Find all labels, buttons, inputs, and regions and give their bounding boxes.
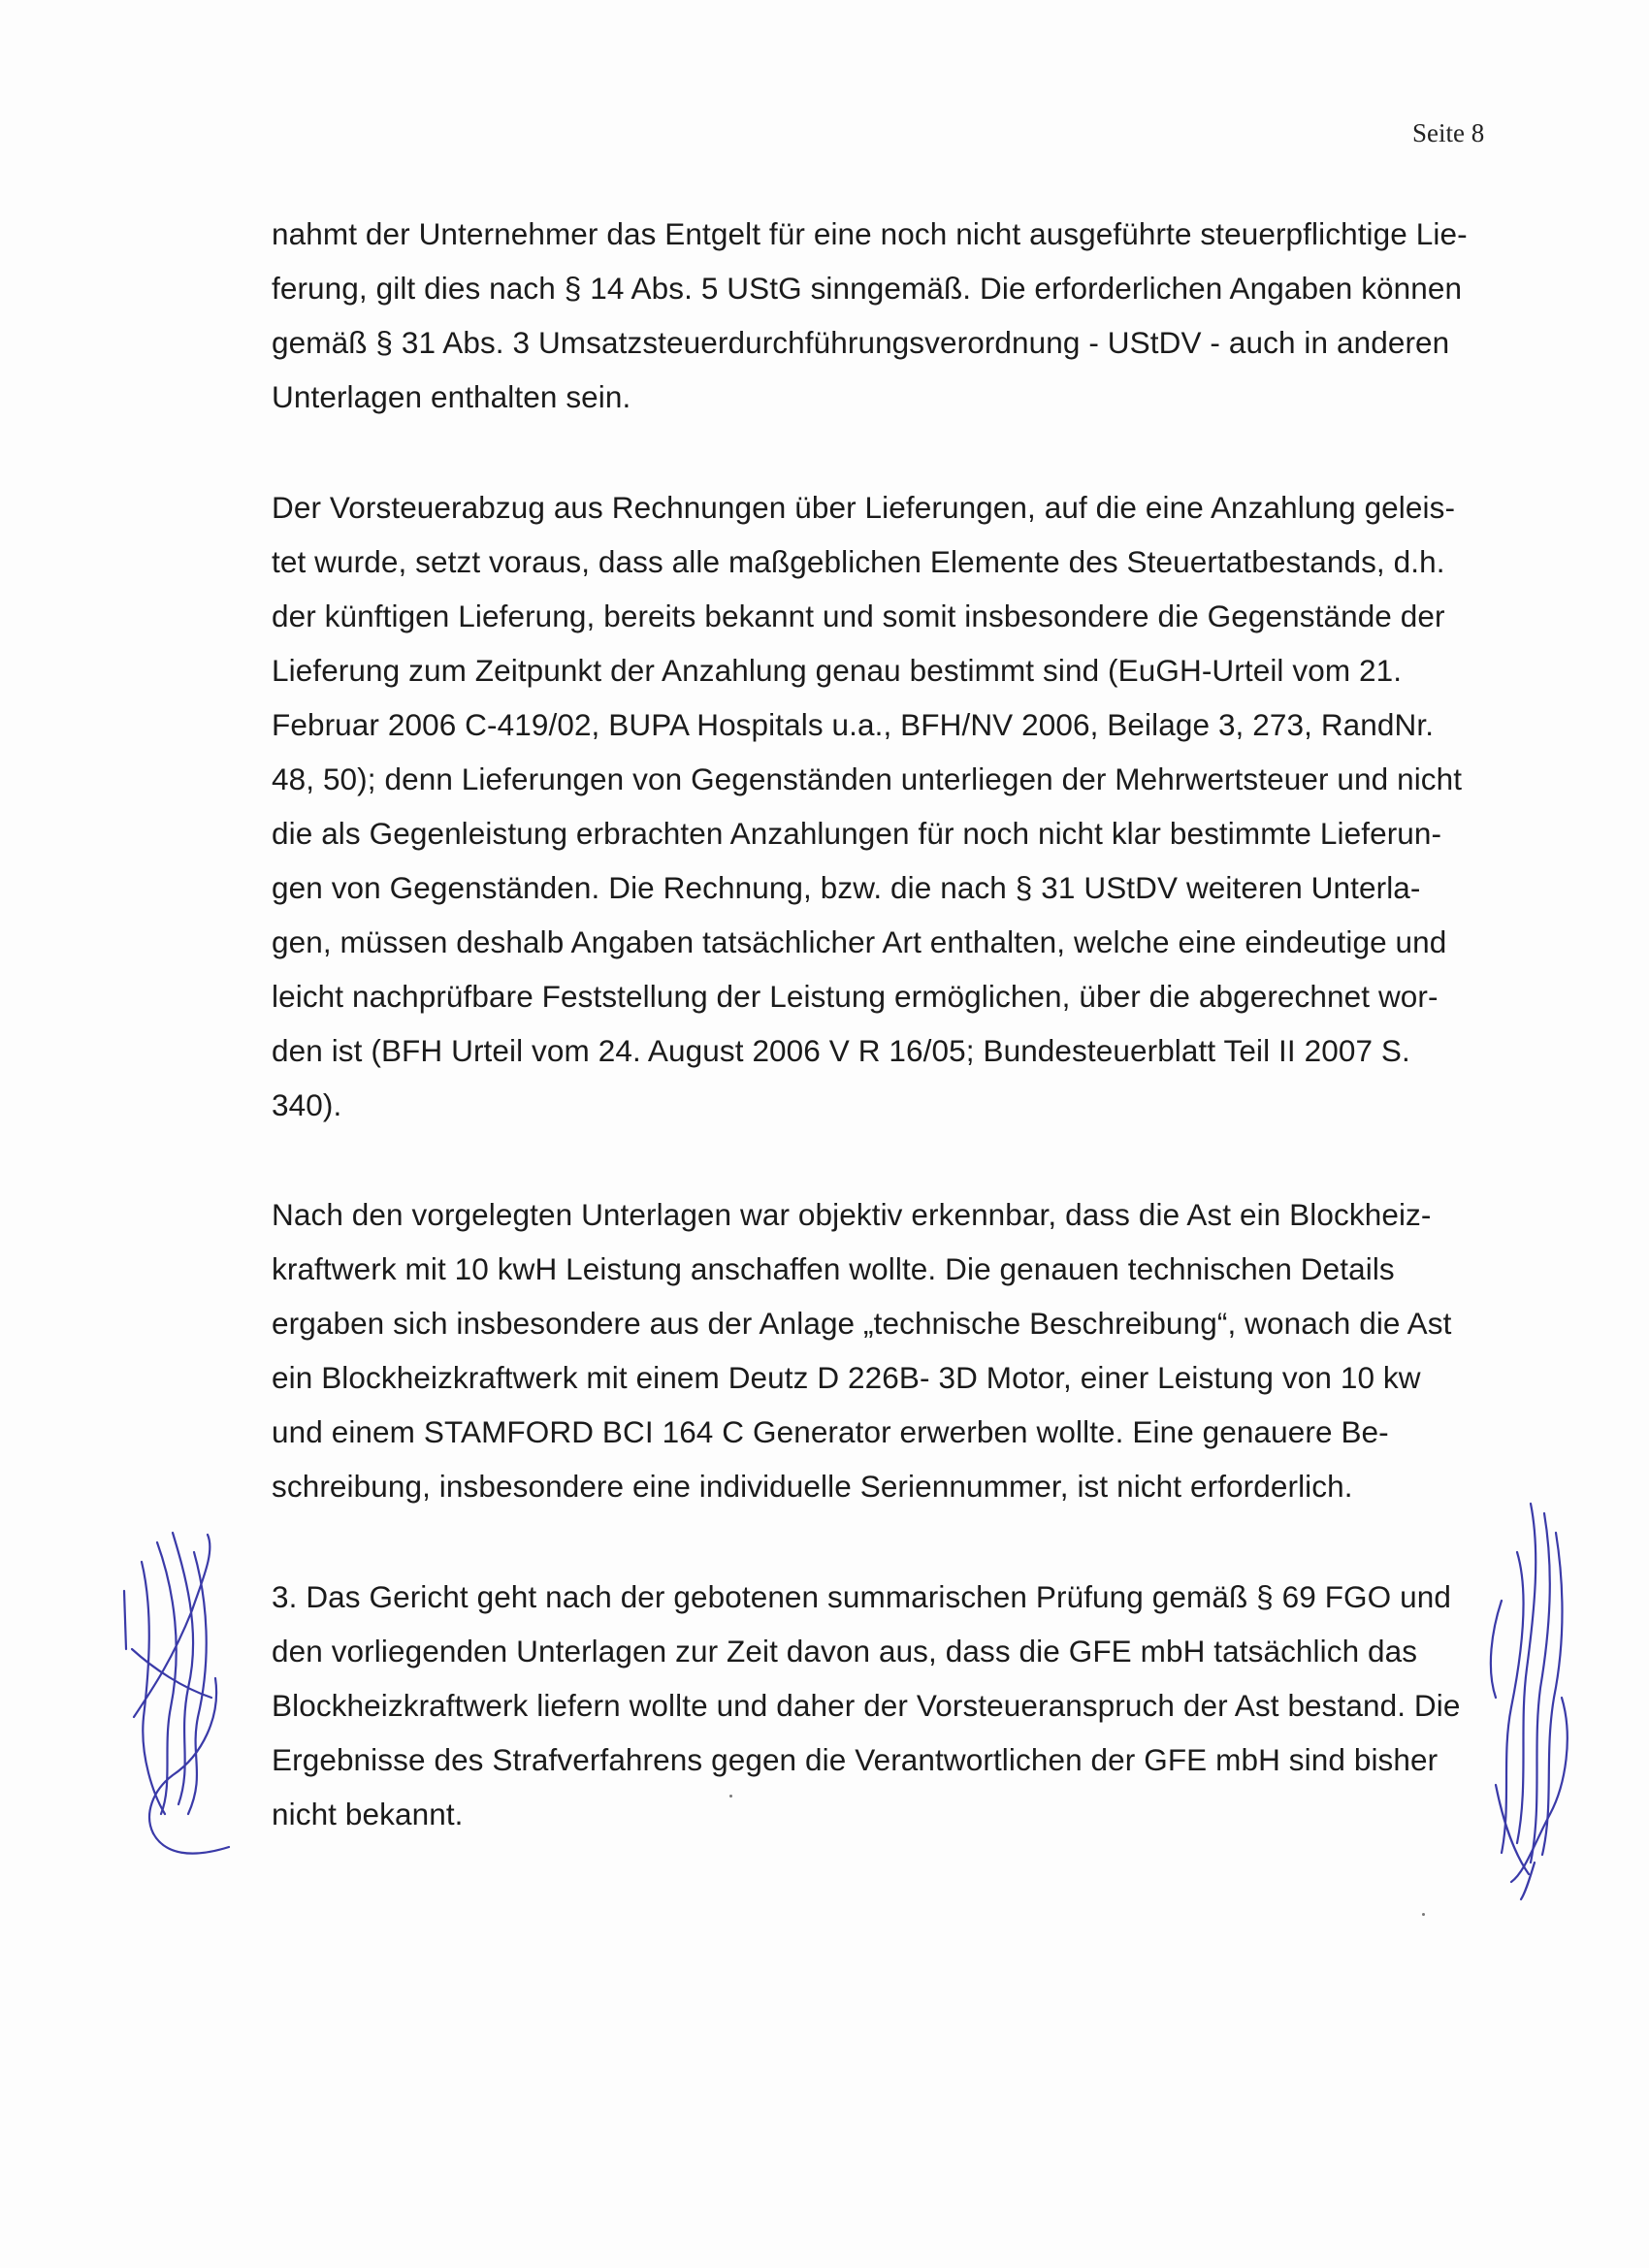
paragraph-2-line-9: gen, müssen deshalb Angaben tatsächlicher Art enthalten, welche eine eindeutige und [272, 924, 1447, 959]
paragraph-2-line-8: gen von Gegenständen. Die Rechnung, bzw. die nach § 31 UStDV weiteren Unterla- [272, 870, 1421, 905]
paragraph-4-line-4: Ergebnisse des Strafverfahrens gegen die Verantwortlichen der GFE mbH sind bisher [272, 1742, 1439, 1777]
paragraph-4-line-2: den vorliegenden Unterlagen zur Zeit davon aus, dass die GFE mbH tatsächlich das [272, 1634, 1418, 1669]
paragraph-4-line-1: 3. Das Gericht geht nach der gebotenen summarischen Prüfung gemäß § 69 FGO und [272, 1579, 1451, 1614]
paragraph-4-line-3: Blockheizkraftwerk liefern wollte und daher der Vorsteueranspruch der Ast bestand. Die [272, 1688, 1461, 1723]
paragraph-2-line-6: 48, 50); denn Lieferungen von Gegenständen unterliegen der Mehrwertsteuer und nicht [272, 761, 1463, 796]
paragraph-2-line-12: 340). [272, 1087, 342, 1122]
paragraph-3-line-3: ergaben sich insbesondere aus der Anlage „technische Beschreibung“, wonach die Ast [272, 1306, 1452, 1341]
paragraph-2-line-7: die als Gegenleistung erbrachten Anzahlungen für noch nicht klar bestimmte Lieferun- [272, 816, 1442, 851]
paragraph-3-line-4: ein Blockheizkraftwerk mit einem Deutz D 226B- 3D Motor, einer Leistung von 10 kw [272, 1360, 1421, 1395]
paragraph-2-line-10: leicht nachprüfbare Feststellung der Leistung ermöglichen, über die abgerechnet wor- [272, 979, 1439, 1014]
paragraph-2-line-4: Lieferung zum Zeitpunkt der Anzahlung genau bestimmt sind (EuGH-Urteil vom 21. [272, 653, 1403, 688]
paragraph-2-line-5: Februar 2006 C-419/02, BUPA Hospitals u.a., BFH/NV 2006, Beilage 3, 273, RandNr. [272, 707, 1435, 742]
left-margin-signature [114, 1523, 241, 1872]
paragraph-1-line-1: nahmt der Unternehmer das Entgelt für eine noch nicht ausgeführte steuerpflichtige Lie- [272, 216, 1468, 251]
paragraph-3-line-2: kraftwerk mit 10 kwH Leistung anschaffen wollte. Die genauen technischen Details [272, 1251, 1395, 1286]
right-margin-signature [1472, 1494, 1579, 1901]
paragraph-2-line-2: tet wurde, setzt voraus, dass alle maßgeblichen Elemente des Steuertatbestands, d.h. [272, 544, 1445, 579]
scan-speck [729, 1795, 732, 1798]
paragraph-1-line-4: Unterlagen enthalten sein. [272, 379, 631, 414]
scan-speck [1422, 1913, 1425, 1916]
paragraph-4-line-5: nicht bekannt. [272, 1797, 464, 1831]
paragraph-3-line-5: und einem STAMFORD BCI 164 C Generator erwerben wollte. Eine genauere Be- [272, 1414, 1389, 1449]
paragraph-1-line-3: gemäß § 31 Abs. 3 Umsatzsteuerdurchführungsverordnung - UStDV - auch in anderen [272, 325, 1450, 360]
page-number: Seite 8 [1412, 118, 1485, 147]
paragraph-2-line-11: den ist (BFH Urteil vom 24. August 2006 V R 16/05; Bundesteuerblatt Teil II 2007 S. [272, 1033, 1410, 1068]
paragraph-3-line-1: Nach den vorgelegten Unterlagen war objektiv erkennbar, dass die Ast ein Blockheiz- [272, 1197, 1432, 1232]
paragraph-3-line-6: schreibung, insbesondere eine individuelle Seriennummer, ist nicht erforderlich. [272, 1469, 1353, 1504]
paragraph-2-line-3: der künftigen Lieferung, bereits bekannt und somit insbesondere die Gegenstände der [272, 599, 1445, 633]
paragraph-1-line-2: ferung, gilt dies nach § 14 Abs. 5 UStG sinngemäß. Die erforderlichen Angaben können [272, 271, 1463, 306]
paragraph-2-line-1: Der Vorsteuerabzug aus Rechnungen über Lieferungen, auf die eine Anzahlung geleis- [272, 490, 1456, 525]
